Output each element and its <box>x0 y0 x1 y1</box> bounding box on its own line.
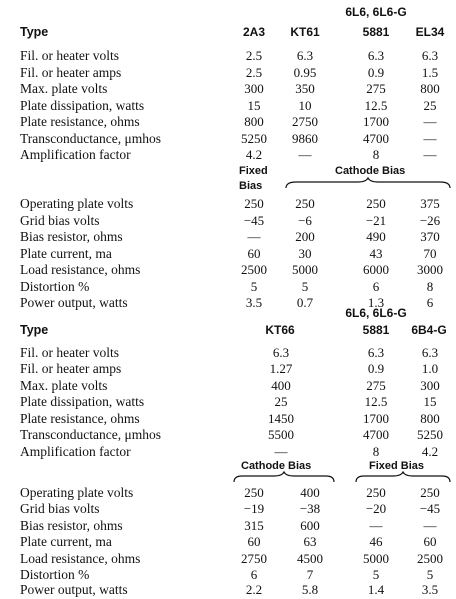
t2-tube-6b4g: 6B4-G <box>411 323 447 337</box>
t2-tube-5881: 5881 <box>362 323 390 337</box>
cell: 3.5 <box>245 295 263 310</box>
cell: 300 <box>420 378 440 393</box>
t1-fixed-label: Fixed <box>239 165 268 177</box>
cell: 250 <box>366 196 386 211</box>
t1-tube-top-label: 6L6, 6L6-G <box>345 5 407 19</box>
row-label: Distortion % <box>20 279 90 294</box>
t1-tube-el34: EL34 <box>415 25 445 39</box>
cell: 600 <box>300 518 320 533</box>
cell: 315 <box>244 518 264 533</box>
row-label: Amplification factor <box>20 444 131 459</box>
t2-op-row <box>0 518 456 534</box>
t2-row <box>0 411 456 427</box>
t1-row <box>0 131 456 147</box>
cell: 1450 <box>268 411 294 426</box>
cell: 0.9 <box>367 65 385 80</box>
cell: 60 <box>247 246 261 261</box>
row-label: Transconductance, μmhos <box>20 131 161 146</box>
cell: 1.0 <box>421 361 439 376</box>
t1-tube-5881: 5881 <box>362 25 390 39</box>
t1-op-row <box>0 262 456 278</box>
cell: 30 <box>298 246 312 261</box>
cell: 2750 <box>292 114 318 129</box>
cell: 9860 <box>292 131 318 146</box>
cell: 350 <box>295 81 315 96</box>
row-label: Fil. or heater amps <box>20 361 122 376</box>
cell: 400 <box>271 378 291 393</box>
cell: −21 <box>365 213 387 228</box>
cell: 250 <box>295 196 315 211</box>
cell: −45 <box>243 213 265 228</box>
cell: 43 <box>369 246 383 261</box>
row-label: Bias resistor, ohms <box>20 229 123 244</box>
row-label: Grid bias volts <box>20 501 100 516</box>
row-label: Max. plate volts <box>20 81 108 96</box>
cell: 6.3 <box>367 48 385 63</box>
t1-cathode-bias-label: Cathode Bias <box>335 165 406 177</box>
cell: — <box>247 229 261 244</box>
cell: 70 <box>423 246 437 261</box>
cell: 250 <box>244 485 264 500</box>
cell: 275 <box>366 81 386 96</box>
row-label: Transconductance, μmhos <box>20 427 161 442</box>
row-label: Plate dissipation, watts <box>20 98 145 113</box>
cell: 5 <box>372 567 380 582</box>
cell: 275 <box>366 378 386 393</box>
t1-row <box>0 81 456 97</box>
cell: 1.4 <box>367 582 385 597</box>
cell: 6.3 <box>296 48 314 63</box>
cell: 63 <box>303 534 317 549</box>
cell: 8 <box>372 444 380 459</box>
cell: 5250 <box>241 131 267 146</box>
t1-op-row <box>0 279 456 295</box>
cell: 60 <box>247 534 261 549</box>
cell: −19 <box>243 501 265 516</box>
t1-row <box>0 114 456 130</box>
t1-op-row <box>0 196 456 212</box>
cell: 250 <box>366 485 386 500</box>
cell: 5000 <box>292 262 318 277</box>
cell: 1700 <box>363 411 389 426</box>
t2-op-row <box>0 567 456 583</box>
cell: 15 <box>423 394 437 409</box>
t1-type-label: Type <box>20 25 49 39</box>
cell: 1.3 <box>367 295 385 310</box>
row-label: Fil. or heater volts <box>20 345 119 360</box>
cell: 5 <box>250 279 258 294</box>
row-label: Operating plate volts <box>20 196 134 211</box>
cell: 60 <box>423 534 437 549</box>
t1-tube-kt61: KT61 <box>290 25 320 39</box>
cell: 6.3 <box>272 345 290 360</box>
row-label: Plate resistance, ohms <box>20 114 140 129</box>
cell: −6 <box>298 213 312 228</box>
t2-type-label: Type <box>20 323 49 337</box>
cell: −45 <box>419 501 441 516</box>
t2-row <box>0 345 456 361</box>
cell: 3.5 <box>421 582 439 597</box>
cell: 0.9 <box>367 361 385 376</box>
row-label: Plate dissipation, watts <box>20 394 145 409</box>
cell: 15 <box>247 98 261 113</box>
cell: 7 <box>306 567 314 582</box>
cell: 1.5 <box>421 65 439 80</box>
cell: 1700 <box>363 114 389 129</box>
row-label: Grid bias volts <box>20 213 100 228</box>
cell: 1.27 <box>269 361 293 376</box>
cell: — <box>423 518 437 533</box>
t1-tube-2a3: 2A3 <box>242 25 266 39</box>
cell: 2750 <box>241 551 267 566</box>
t2-fixed-bias-brace <box>354 472 452 486</box>
row-label: Power output, watts <box>20 295 128 310</box>
cell: 6 <box>426 295 434 310</box>
cell: 400 <box>300 485 320 500</box>
t1-row <box>0 147 456 163</box>
row-label: Max. plate volts <box>20 378 108 393</box>
cell: — <box>369 518 383 533</box>
cell: 6000 <box>363 262 389 277</box>
t2-row <box>0 427 456 443</box>
cell: — <box>274 444 288 459</box>
cell: 5 <box>301 279 309 294</box>
cell: 6.3 <box>367 345 385 360</box>
cell: 6 <box>372 279 380 294</box>
cell: 6 <box>250 567 258 582</box>
cell: 4.2 <box>421 444 439 459</box>
t1-tube-top-row <box>0 4 456 20</box>
cell: 5250 <box>417 427 443 442</box>
t1-row <box>0 65 456 81</box>
t1-op-row <box>0 229 456 245</box>
cell: 370 <box>420 229 440 244</box>
cell: −26 <box>419 213 441 228</box>
cell: 2500 <box>241 262 267 277</box>
cell: 6.3 <box>421 48 439 63</box>
cell: 12.5 <box>364 394 388 409</box>
cell: 5.8 <box>301 582 319 597</box>
cell: 2.5 <box>245 48 263 63</box>
t1-header-row <box>0 24 456 40</box>
t2-tube-kt66: KT66 <box>265 323 295 337</box>
t2-op-row <box>0 534 456 550</box>
t1-row <box>0 98 456 114</box>
cell: 250 <box>244 196 264 211</box>
cell: — <box>423 147 437 162</box>
t2-row <box>0 361 456 377</box>
cell: — <box>423 131 437 146</box>
t2-row <box>0 378 456 394</box>
cell: 25 <box>274 394 288 409</box>
cell: 3000 <box>417 262 443 277</box>
row-label: Fil. or heater amps <box>20 65 122 80</box>
cell: 5 <box>426 567 434 582</box>
cell: 0.7 <box>296 295 314 310</box>
cell: 12.5 <box>364 98 388 113</box>
cell: 800 <box>244 114 264 129</box>
cell: 2.2 <box>245 582 263 597</box>
row-label: Amplification factor <box>20 147 131 162</box>
row-label: Distortion % <box>20 567 90 582</box>
row-label: Power output, watts <box>20 582 128 597</box>
t2-op-row <box>0 485 456 501</box>
cell: — <box>423 114 437 129</box>
cell: 2500 <box>417 551 443 566</box>
row-label: Plate resistance, ohms <box>20 411 140 426</box>
cell: 5500 <box>268 427 294 442</box>
t1-bias-annotation-row <box>0 163 456 179</box>
cell: 800 <box>420 81 440 96</box>
cell: 5000 <box>363 551 389 566</box>
cell: 375 <box>420 196 440 211</box>
cell: 300 <box>244 81 264 96</box>
cell: — <box>298 147 312 162</box>
t2-cathode-bias-brace <box>232 472 336 486</box>
t2-tube-top-label: 6L6, 6L6-G <box>345 306 407 320</box>
cell: 6.3 <box>421 345 439 360</box>
cell: 200 <box>295 229 315 244</box>
row-label: Plate current, ma <box>20 534 112 549</box>
row-label: Load resistance, ohms <box>20 262 141 277</box>
cell: 4.2 <box>245 147 263 162</box>
row-label: Plate current, ma <box>20 246 112 261</box>
cell: 4700 <box>363 131 389 146</box>
t2-op-row <box>0 551 456 567</box>
row-label: Operating plate volts <box>20 485 134 500</box>
cell: 8 <box>372 147 380 162</box>
t2-op-row <box>0 501 456 517</box>
t1-op-row <box>0 246 456 262</box>
cell: 25 <box>423 98 437 113</box>
t2-tube-top-row <box>0 305 456 321</box>
cell: 0.95 <box>293 65 317 80</box>
row-label: Fil. or heater volts <box>20 48 119 63</box>
cell: −38 <box>299 501 321 516</box>
cell: 46 <box>369 534 383 549</box>
t2-header-row <box>0 322 456 338</box>
cell: 8 <box>426 279 434 294</box>
cell: 490 <box>366 229 386 244</box>
row-label: Bias resistor, ohms <box>20 518 123 533</box>
cell: 4700 <box>363 427 389 442</box>
t2-cathode-bias-label: Cathode Bias <box>241 460 312 472</box>
t1-bias-label: Bias <box>239 180 263 192</box>
t1-row <box>0 48 456 64</box>
cell: 2.5 <box>245 65 263 80</box>
cell: 250 <box>420 485 440 500</box>
t2-op-row <box>0 582 456 598</box>
row-label: Load resistance, ohms <box>20 551 141 566</box>
t1-cathode-bias-brace <box>284 178 452 192</box>
t2-fixed-bias-label: Fixed Bias <box>369 460 425 472</box>
cell: 10 <box>298 98 312 113</box>
cell: 4500 <box>297 551 323 566</box>
cell: 800 <box>420 411 440 426</box>
t1-op-row <box>0 213 456 229</box>
cell: −20 <box>365 501 387 516</box>
t2-row <box>0 394 456 410</box>
